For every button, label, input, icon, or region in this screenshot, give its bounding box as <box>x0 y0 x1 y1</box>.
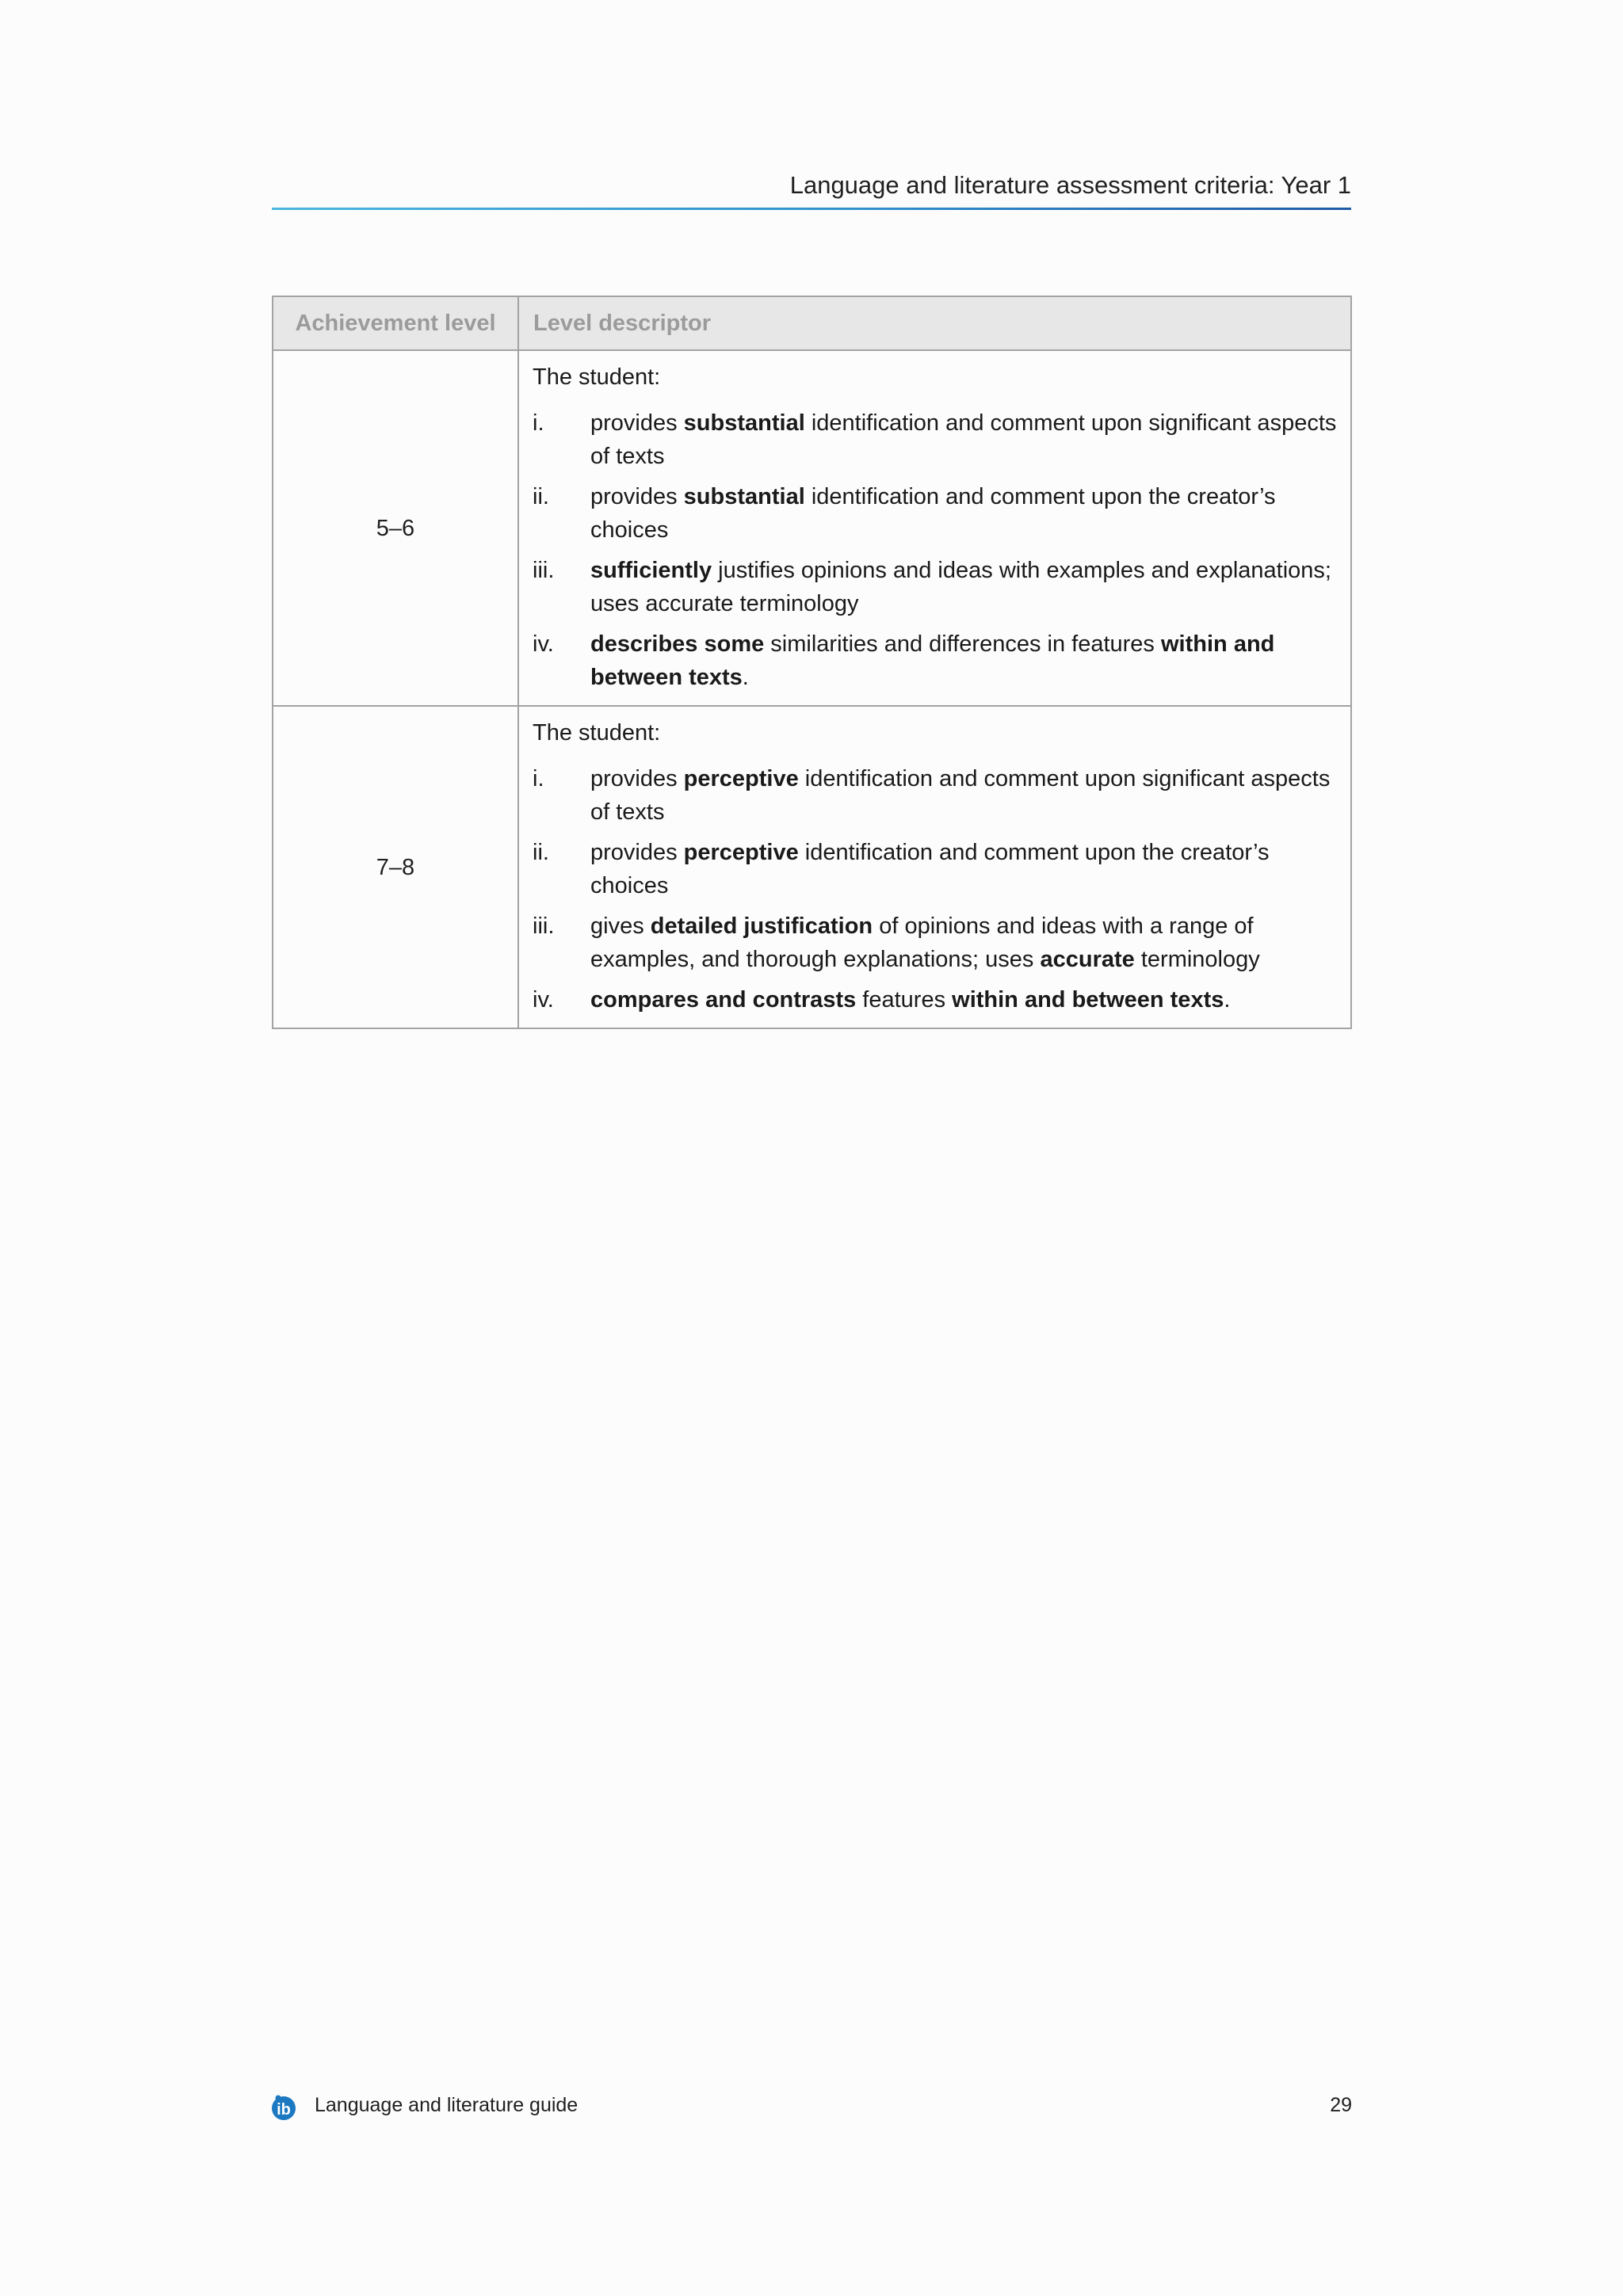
text-segment: identification and comment upon significant aspects of texts <box>590 410 1337 469</box>
table-row <box>273 706 1351 1028</box>
bold-phrase: substantial <box>683 484 805 509</box>
item-text <box>590 762 1338 829</box>
item-numeral: iv. <box>533 987 554 1013</box>
bold-phrase: accurate <box>1040 947 1135 972</box>
item-text <box>590 480 1338 547</box>
descriptor-intro: The student: <box>533 364 661 390</box>
text-segment: terminology <box>1134 947 1260 972</box>
descriptor-list <box>533 762 1338 1016</box>
text-segment: justifies opinions and ideas with examples and explanations; uses accurate terminology <box>590 558 1331 616</box>
ib-logo-icon <box>269 2094 296 2121</box>
descriptor-item <box>533 627 1338 694</box>
text-segment: . <box>1224 987 1231 1013</box>
item-numeral: ii. <box>533 484 549 509</box>
descriptor-item <box>533 836 1338 902</box>
descriptor-intro: The student: <box>533 720 661 746</box>
table-row <box>273 350 1351 706</box>
text-segment: provides <box>590 410 684 436</box>
text-segment: identification and comment upon the creator’s choices <box>590 484 1276 543</box>
text-segment: features <box>856 987 953 1013</box>
item-numeral: iv. <box>533 631 554 657</box>
item-text <box>590 627 1338 694</box>
bold-phrase: within and between texts <box>590 631 1275 690</box>
assessment-criteria-table <box>272 296 1352 1029</box>
descriptor-list <box>533 406 1338 694</box>
item-text <box>590 406 1338 473</box>
descriptor-item <box>533 480 1338 547</box>
page-number: 29 <box>1330 2094 1352 2116</box>
footer-guide-title: Language and literature guide <box>315 2094 579 2116</box>
item-text <box>590 554 1338 620</box>
text-segment: provides <box>590 766 684 791</box>
achievement-level-cell: 7–8 <box>273 706 518 1028</box>
text-segment: identification and comment upon the creator’s choices <box>590 840 1270 898</box>
achievement-level-cell: 5–6 <box>273 350 518 706</box>
table-header-row <box>273 296 1351 350</box>
bold-phrase: substantial <box>683 410 805 436</box>
bold-phrase: perceptive <box>683 840 799 865</box>
level-descriptor-cell <box>518 706 1351 1028</box>
text-segment: similarities and differences in features <box>764 631 1161 657</box>
item-numeral: ii. <box>533 840 549 865</box>
descriptor-item <box>533 762 1338 829</box>
item-numeral: iii. <box>533 558 555 583</box>
svg-text:ib: ib <box>277 2101 291 2119</box>
bold-phrase: within and between texts <box>952 987 1224 1013</box>
item-numeral: iii. <box>533 913 555 939</box>
bold-phrase: detailed justification <box>650 913 873 939</box>
text-segment: identification and comment upon significant aspects of texts <box>590 766 1331 825</box>
item-numeral: i. <box>533 410 544 436</box>
text-segment: gives <box>590 913 651 939</box>
text-segment: of opinions and ideas with a range of examples, and thorough explanations; uses <box>590 913 1254 972</box>
bold-phrase: perceptive <box>683 766 799 791</box>
item-text <box>590 983 1338 1016</box>
bold-phrase: sufficiently <box>590 558 712 583</box>
running-header: Language and literature assessment criteria: Year 1 <box>789 171 1351 199</box>
bold-phrase: describes some <box>590 631 765 657</box>
descriptor-item <box>533 983 1338 1016</box>
descriptor-item <box>533 406 1338 473</box>
bold-phrase: compares and contrasts <box>590 987 857 1013</box>
descriptor-item <box>533 910 1338 976</box>
text-segment: provides <box>590 484 684 509</box>
column-header-achievement-level: Achievement level <box>273 296 518 350</box>
text-segment: provides <box>590 840 684 865</box>
header-rule <box>272 208 1351 210</box>
item-numeral: i. <box>533 766 544 791</box>
item-text <box>590 910 1338 976</box>
text-segment: . <box>742 665 749 690</box>
column-header-level-descriptor: Level descriptor <box>518 296 1351 350</box>
descriptor-item <box>533 554 1338 620</box>
item-text <box>590 836 1338 902</box>
level-descriptor-cell <box>518 350 1351 706</box>
